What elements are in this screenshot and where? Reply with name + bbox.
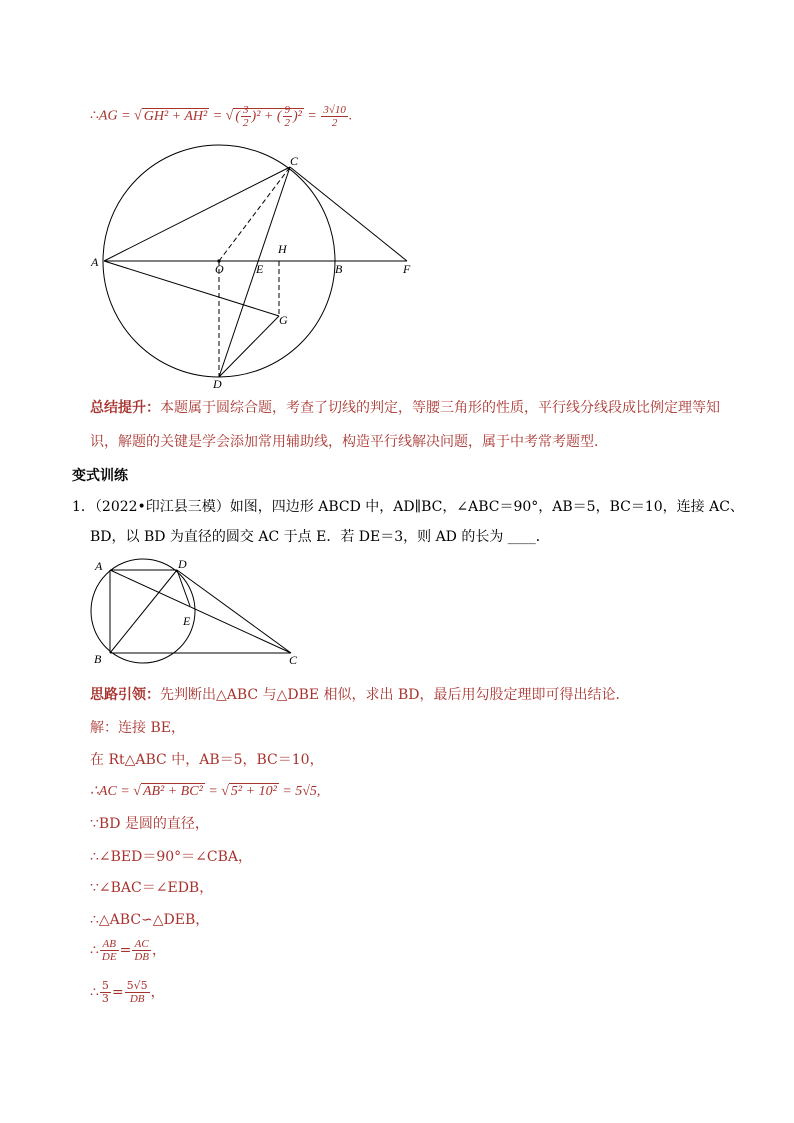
formula-ag: ∴AG = √ GH² + AH² = √ ( $\frac{3}{2}$ )² + ( $\frac{9}{2}$ )² = $\frac{3√10}{2}$ . <box>90 104 353 129</box>
label-d: D <box>213 377 222 391</box>
hint-label: 思路引领： <box>90 687 160 703</box>
geometry-figure-2 <box>85 553 310 668</box>
circle-bd <box>91 559 195 663</box>
problem-line-1: 1．（2022•印江县三模）如图，四边形 ABCD 中，AD∥BC，∠ABC＝90°，AB＝5，BC＝10，连接 AC、 <box>72 499 744 515</box>
therefore-symbol: ∴ <box>90 108 99 124</box>
label-b: B <box>94 652 102 666</box>
line-ac <box>104 167 290 261</box>
solution-step-6: ∵∠BAC＝∠EDB， <box>90 880 214 896</box>
solution-step-4: ∵BD 是圆的直径， <box>90 816 209 832</box>
label-a: A <box>91 255 99 269</box>
label-e: E <box>256 262 264 276</box>
label-o: O <box>215 262 224 276</box>
line-dc <box>177 570 291 653</box>
summary-line-2: 识，解题的关键是学会添加常用辅助线，构造平行线解决问题，属于中考常考题型． <box>90 434 608 450</box>
line-ac <box>110 570 291 653</box>
label-h: H <box>278 242 287 256</box>
line-dg <box>219 316 279 377</box>
solution-step-1: 解：连接 BE， <box>90 720 185 736</box>
label-d: D <box>178 557 187 571</box>
label-c: C <box>289 653 298 667</box>
solution-step-2: 在 Rt△ABC 中，AB＝5，BC＝10， <box>90 752 324 768</box>
solution-step-7: ∴△ABC∽△DEB， <box>90 912 210 928</box>
label-f: F <box>403 262 411 276</box>
solution-step-3: ∴AC = √ AB² + BC² = √ 5² + 10² = 5√5, <box>90 784 321 799</box>
line-de <box>177 570 190 606</box>
label-b: B <box>335 262 343 276</box>
line-bd <box>110 570 177 653</box>
label-g: G <box>279 313 288 327</box>
label-a: A <box>95 559 103 573</box>
radicand-2: ( $\frac{3}{2}$ )² + ( $\frac{9}{2}$ )² <box>235 104 302 129</box>
solution-step-8: ∴ $\frac{AB}{DE}$ = $\frac{AC}{DB}$ ， <box>90 938 166 963</box>
line-cf <box>290 167 407 261</box>
summary-label: 总结提升： <box>90 400 160 416</box>
section-title: 变式训练 <box>72 468 128 484</box>
summary-line-1: 总结提升：本题属于圆综合题，考查了切线的判定，等腰三角形的性质，平行线分线段成比例定理等知 <box>90 400 720 416</box>
geometry-figure-1 <box>80 140 430 395</box>
problem-line-2: BD，以 BD 为直径的圆交 AC 于点 E．若 DE＝3，则 AD 的长为 ____． <box>90 529 550 545</box>
line-ag <box>104 261 279 316</box>
label-e: E <box>183 614 191 628</box>
label-c: C <box>290 154 299 168</box>
hint-line: 思路引领：先判断出△ABC 与△DBE 相似，求出 BD，最后用勾股定理即可得出结论． <box>90 687 630 703</box>
radicand-1: GH² + AH² <box>143 108 208 124</box>
solution-step-5: ∴∠BED＝90°＝∠CBA， <box>90 849 253 865</box>
solution-step-9: ∴ $\frac{5}{3}$ = $\frac{5√5}{DB}$ ， <box>90 979 165 1005</box>
